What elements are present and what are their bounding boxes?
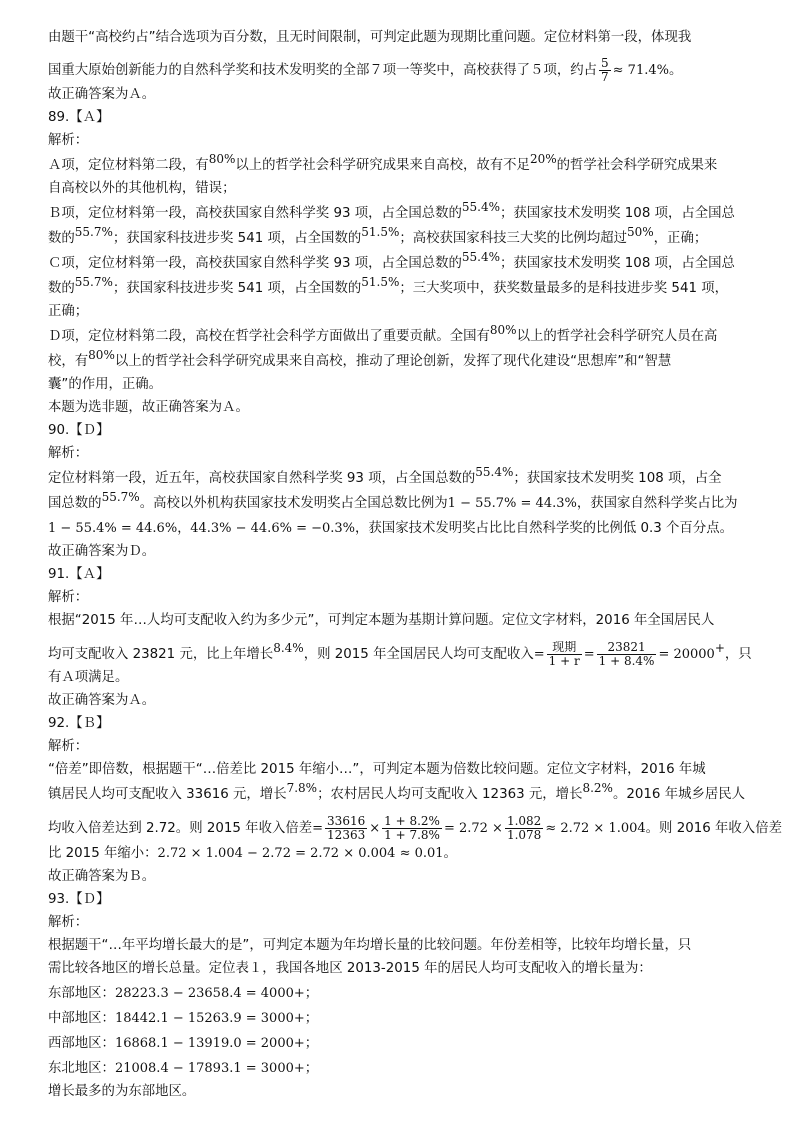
analysis-label: 解析： — [48, 739, 89, 754]
paragraph-text: ，获国家技术发明奖占比比自然科学奖的比例低 0.3 个百分点。 — [355, 521, 733, 536]
paragraph-text: ； — [304, 986, 319, 1001]
paragraph-text: 数的 — [48, 281, 75, 296]
text-line — [48, 373, 760, 396]
text-line — [48, 49, 760, 83]
analysis-label: 解析： — [48, 590, 89, 605]
fraction — [325, 815, 367, 842]
text-line — [48, 200, 760, 225]
numerator: 1.082 — [506, 813, 542, 828]
text-line — [48, 758, 760, 781]
text-line — [48, 300, 760, 323]
math-expression: ≈ 2.72 × 1.004 — [545, 821, 646, 836]
text-line — [48, 934, 760, 957]
math-expression: = 2.72 × — [443, 821, 503, 836]
text-line — [48, 275, 760, 300]
percentage: 7.8% — [286, 781, 318, 795]
percentage: 51.5% — [361, 275, 400, 289]
percentage: 55.4% — [461, 200, 501, 214]
text-line — [48, 396, 760, 419]
paragraph-text: ，只 — [724, 647, 752, 662]
paragraph-text: 有Ａ项满足。 — [48, 670, 129, 685]
fraction — [505, 815, 543, 842]
math-expression: ，44.3% − 44.6% = −0.3% — [177, 521, 356, 536]
paragraph-text: 。2016 年城乡居民人 — [612, 787, 746, 802]
paragraph-text: 增长最多的为东部地区。 — [48, 1084, 196, 1099]
numerator: 5 — [601, 55, 609, 70]
paragraph-text: ；获国家技术发明奖 108 项，占全国总 — [500, 206, 735, 221]
text-line — [48, 666, 760, 689]
text-line — [48, 515, 760, 540]
paragraph-text: 。则 2016 年收入倍差 — [645, 821, 782, 836]
analysis-label: 解析： — [48, 133, 89, 148]
denominator: 1 + 8.4% — [598, 653, 655, 668]
paragraph-text: 定位材料第一段，近五年，高校获国家自然科学奖 93 项，占全国总数的 — [48, 471, 476, 486]
math-expression: 21008.4 − 17893.1 = 3000+ — [114, 1061, 305, 1076]
denominator: 7 — [601, 69, 609, 84]
question-number: 91.【Ａ】 — [48, 567, 110, 582]
question-heading — [48, 419, 760, 442]
paragraph-text: “倍差”即倍数，根据题干“…倍差比 2015 年缩小…”，可判定本题为倍数比较问题。定位文字材料，2016 年城 — [48, 762, 706, 777]
answer-text: 故正确答案为Ｂ。 — [48, 869, 156, 884]
text-line — [48, 225, 760, 250]
text-line — [48, 323, 760, 348]
text-line — [48, 83, 760, 106]
text-line — [48, 1080, 760, 1103]
paragraph-text: ； — [304, 1036, 319, 1051]
percentage: 55.7% — [74, 225, 113, 239]
paragraph-text: Ｃ项，定位材料第一段，高校获国家自然科学奖 93 项，占全国总数的 — [48, 256, 462, 271]
math-expression: = — [583, 647, 595, 662]
percentage: 8.2% — [582, 781, 613, 795]
math-expression: = — [533, 647, 545, 662]
percentage: 80% — [88, 348, 115, 362]
question-number: 89.【Ａ】 — [48, 110, 110, 125]
text-line — [48, 689, 760, 712]
fraction — [599, 57, 611, 84]
region-label: 中部地区： — [48, 1011, 115, 1026]
paragraph-text: Ｂ项，定位材料第一段，高校获国家自然科学奖 93 项，占全国总数的 — [48, 206, 462, 221]
text-line — [48, 540, 760, 563]
text-line — [48, 1055, 760, 1080]
paragraph-text: 自高校以外的其他机构，错误； — [48, 181, 236, 196]
math-expression: 18442.1 − 15263.9 = 3000+ — [114, 1011, 305, 1026]
numerator: 23821 — [597, 641, 657, 655]
paragraph-text: 正确； — [48, 304, 89, 319]
paragraph-text: ；获国家科技进步奖 541 项，占全国数的 — [112, 281, 362, 296]
text-line — [48, 129, 760, 152]
paragraph-text: 均可支配收入 23821 元，比上年增长 — [48, 647, 274, 662]
text-line — [48, 980, 760, 1005]
paragraph-text: 。高校以外机构获国家技术发明奖占全国总数比例为 — [139, 496, 448, 511]
math-expression: 1 − 55.4% = 44.6% — [48, 521, 178, 536]
percentage: 20% — [529, 152, 557, 166]
answer-text: 故正确答案为Ａ。 — [48, 693, 156, 708]
region-label: 东北地区： — [48, 1061, 115, 1076]
paragraph-text: ，正确； — [653, 231, 708, 246]
paragraph-text: 比 2015 年缩小： — [48, 846, 158, 861]
percentage: 55.7% — [101, 490, 140, 504]
paragraph-text: 镇居民人均可支配收入 33616 元，增长 — [48, 787, 287, 802]
paragraph-text: ；农村居民人均可支配收入 12363 元，增长 — [317, 787, 583, 802]
paragraph-text: ，则 2015 年全国居民人均可支配收入 — [303, 647, 534, 662]
math-expression: × — [369, 821, 381, 836]
question-number: 93.【Ｄ】 — [48, 892, 110, 907]
denominator: 1.078 — [506, 827, 542, 842]
math-expression: ≈ 71.4% — [612, 63, 669, 78]
text-line — [48, 957, 760, 980]
math-expression: 28223.3 − 23658.4 = 4000+ — [114, 986, 305, 1001]
answer-text: 故正确答案为Ａ。 — [48, 87, 156, 102]
question-number: 92.【Ｂ】 — [48, 716, 110, 731]
text-line — [48, 632, 760, 666]
text-line — [48, 348, 760, 373]
answer-text: 本题为选非题，故正确答案为Ａ。 — [48, 400, 249, 415]
paragraph-text: Ａ项，定位材料第二段，有 — [48, 158, 209, 173]
percentage: 55.4% — [475, 465, 514, 479]
text-line — [48, 735, 760, 758]
text-line — [48, 1005, 760, 1030]
math-expression: = 20000 — [658, 647, 715, 662]
text-line — [48, 490, 760, 515]
paragraph-text: 国重大原始创新能力的自然科学奖和技术发明奖的全部７项一等奖中，高校获得了５项，约占 — [48, 63, 598, 78]
paragraph-text: 国总数的 — [48, 496, 102, 511]
paragraph-text: ，获国家自然科学奖占比为 — [576, 496, 738, 511]
denominator: 12363 — [327, 827, 366, 842]
percentage: 55.4% — [461, 250, 501, 264]
answer-text: 故正确答案为Ｄ。 — [48, 544, 156, 559]
text-line — [48, 609, 760, 632]
percentage: 50% — [627, 225, 654, 239]
numerator: 33616 — [327, 813, 366, 828]
text-line — [48, 1030, 760, 1055]
text-line — [48, 26, 760, 49]
denominator: 1 + 7.8% — [384, 827, 440, 842]
text-line — [48, 911, 760, 934]
paragraph-text: 均收入倍差达到 2.72。则 2015 年收入倍差 — [48, 821, 313, 836]
paragraph-text: 以上的哲学社会科学研究人员在高 — [516, 329, 718, 344]
text-line — [48, 442, 760, 465]
text-line — [48, 865, 760, 888]
paragraph-text: 。 — [443, 846, 457, 861]
paragraph-text: Ｄ项，定位材料第二段，高校在哲学社会科学方面做出了重要贡献。全国有 — [48, 329, 490, 344]
percentage: 80% — [489, 323, 517, 337]
question-heading — [48, 563, 760, 586]
answer-explanation-page — [48, 26, 782, 1103]
fraction — [547, 641, 582, 668]
text-line — [48, 465, 760, 490]
text-line — [48, 250, 760, 275]
paragraph-text: 根据“2015 年…人均可支配收入约为多少元”，可判定本题为基期计算问题。定位文字材料，2016 年全国居民人 — [48, 613, 715, 628]
question-heading — [48, 712, 760, 735]
analysis-label: 解析： — [48, 446, 89, 461]
paragraph-text: 由题干“高校约占”结合选项为百分数，且无时间限制，可判定此题为现期比重问题。定位材料第一段，体现我 — [48, 30, 692, 45]
paragraph-text: ；获国家技术发明奖 108 项，占全 — [513, 471, 722, 486]
paragraph-text: ； — [304, 1011, 319, 1026]
region-label: 东部地区： — [48, 986, 115, 1001]
paragraph-text: 校，有 — [48, 354, 89, 369]
paragraph-text: ；高校获国家科技三大奖的比例均超过 — [399, 231, 627, 246]
math-expression: = — [312, 821, 324, 836]
paragraph-text: ；获国家技术发明奖 108 项，占全国总 — [500, 256, 735, 271]
question-number: 90.【Ｄ】 — [48, 423, 110, 438]
text-line — [48, 842, 760, 865]
paragraph-text: 的哲学社会科学研究成果来 — [556, 158, 718, 173]
paragraph-text: 以上的哲学社会科学研究成果来自高校，推动了理论创新，发挥了现代化建设“思想库”和“智慧 — [114, 354, 672, 369]
paragraph-text: 需比较各地区的增长总量。定位表１，我国各地区 2013-2015 年的居民人均可支配收入的增长量为： — [48, 961, 652, 976]
math-expression: 16868.1 − 13919.0 = 2000+ — [114, 1036, 305, 1051]
fraction — [597, 641, 657, 668]
paragraph-text: 以上的哲学社会科学研究成果来自高校，故有不足 — [235, 158, 530, 173]
question-heading — [48, 888, 760, 911]
math-expression: 2.72 × 1.004 − 2.72 = 2.72 × 0.004 ≈ 0.01 — [157, 846, 444, 861]
percentage: 8.4% — [273, 641, 304, 655]
fraction — [382, 815, 442, 842]
math-expression: + — [714, 641, 725, 655]
numerator: 1 + 8.2% — [384, 813, 440, 828]
percentage: 80% — [208, 152, 236, 166]
text-line — [48, 177, 760, 200]
question-heading — [48, 106, 760, 129]
text-line — [48, 152, 760, 177]
analysis-label: 解析： — [48, 915, 89, 930]
denominator: 1 + r — [548, 653, 580, 668]
paragraph-text: ；三大奖项中，获奖数量最多的是科技进步奖 541 项， — [399, 281, 729, 296]
numerator: 现期 — [547, 641, 582, 655]
paragraph-text: ；获国家科技进步奖 541 项，占全国数的 — [112, 231, 362, 246]
paragraph-text: 根据题干“…年平均增长最大的是”，可判定本题为年均增长量的比较问题。年份差相等，比较年均增长量，只 — [48, 938, 692, 953]
paragraph-text: 数的 — [48, 231, 75, 246]
paragraph-text: ； — [304, 1061, 319, 1076]
region-label: 西部地区： — [48, 1036, 115, 1051]
paragraph-text: 囊”的作用，正确。 — [48, 377, 163, 392]
text-line — [48, 781, 760, 806]
percentage: 51.5% — [361, 225, 400, 239]
math-expression: 1 − 55.7% = 44.3% — [447, 496, 577, 511]
percentage: 55.7% — [74, 275, 113, 289]
text-line — [48, 586, 760, 609]
paragraph-text: 。 — [668, 63, 683, 78]
text-line — [48, 806, 782, 842]
